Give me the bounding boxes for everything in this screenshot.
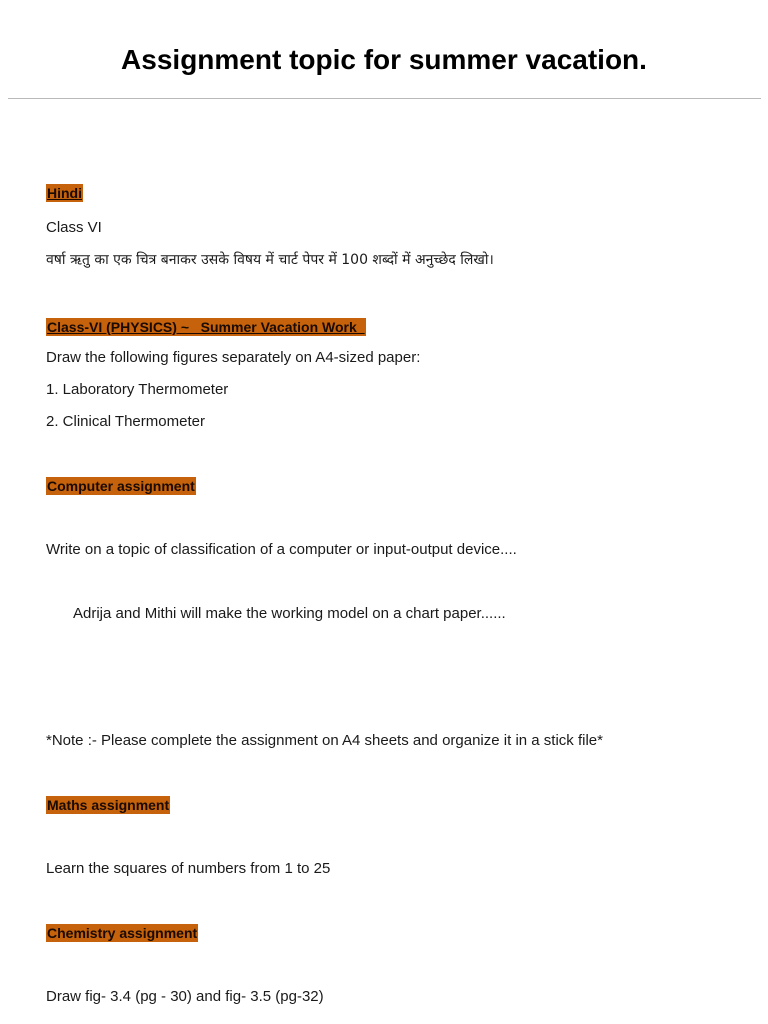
computer-heading: Computer assignment [47, 478, 195, 494]
physics-heading: Class-VI (PHYSICS) ~ _Summer Vacation Work_ [47, 319, 365, 335]
hindi-task-text: वर्षा ऋतु का एक चित्र बनाकर उसके विषय में चार्ट पेपर में 100 शब्दों में अनुच्छेद लिखो। [46, 252, 494, 268]
maths-heading: Maths assignment [47, 797, 170, 813]
computer-model-text: Adrija and Mithi will make the working model on a chart paper...... [73, 605, 506, 622]
hindi-class-label: Class VI [46, 219, 102, 236]
physics-intro-text: Draw the following figures separately on A4-sized paper: [46, 349, 421, 366]
computer-task-text: Write on a topic of classification of a computer or input-output device.... [46, 541, 517, 558]
physics-item-1: 1. Laboratory Thermometer [46, 381, 229, 398]
maths-task-text: Learn the squares of numbers from 1 to 25 [46, 860, 331, 877]
title-divider [8, 98, 761, 99]
assignment-note-text: *Note :- Please complete the assignment on A4 sheets and organize it in a stick file* [46, 732, 603, 749]
chemistry-task-text: Draw fig- 3.4 (pg - 30) and fig- 3.5 (pg-32) [46, 988, 324, 1005]
chemistry-heading: Chemistry assignment [47, 925, 198, 941]
physics-item-2: 2. Clinical Thermometer [46, 413, 205, 430]
page-title: Assignment topic for summer vacation. [121, 44, 647, 75]
hindi-heading: Hindi [47, 185, 82, 201]
